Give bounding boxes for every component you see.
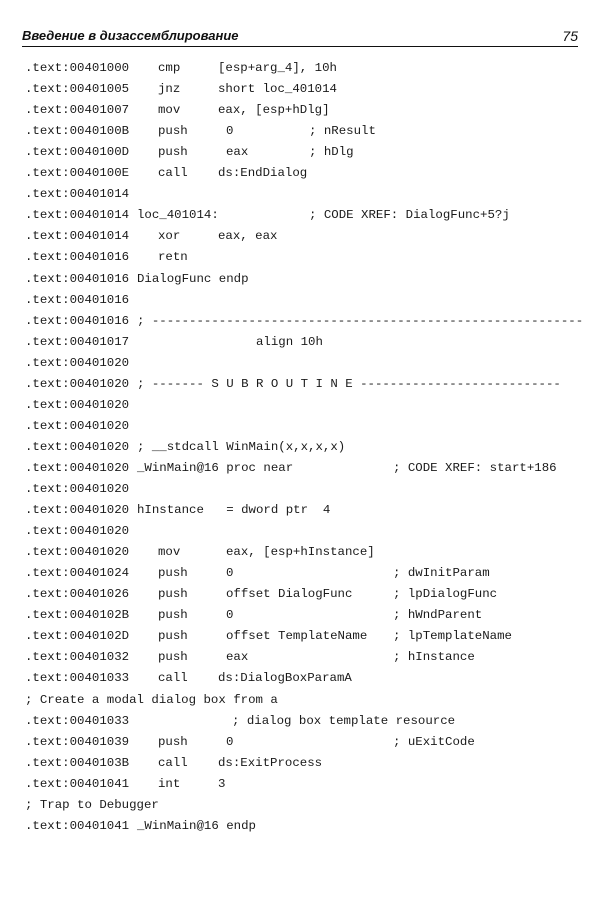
operands: short loc_401014 [218, 82, 337, 97]
code-line [0, 166, 600, 187]
code-line [0, 398, 600, 419]
directive: align 10h [256, 334, 323, 349]
comment: ; CODE XREF: DialogFunc+5?j [309, 208, 510, 223]
comment: ; hInstance [393, 650, 475, 665]
code-line [0, 461, 600, 482]
comment: ; CODE XREF: start+186 [393, 460, 557, 475]
operands: 0 [226, 608, 234, 623]
code-line [0, 671, 600, 692]
mnemonic: int [158, 776, 181, 791]
address: .text:0040100D [25, 145, 130, 160]
address: .text:00401032 [25, 650, 130, 665]
code-line [0, 356, 600, 377]
comment: ; dwInitParam [393, 566, 490, 581]
comment: ; uExitCode [393, 734, 475, 749]
comment: ; nResult [309, 124, 376, 139]
mnemonic: mov [158, 103, 181, 118]
operands: 3 [218, 776, 226, 791]
code-line [0, 798, 600, 819]
code-line [0, 208, 600, 229]
address: .text:00401014 [25, 229, 130, 244]
code-line [0, 314, 600, 335]
address: .text:00401020 [25, 545, 130, 560]
mnemonic: retn [158, 250, 188, 265]
comment-line: ; Create a modal dialog box from a [25, 692, 278, 707]
mnemonic: call [158, 671, 188, 686]
operands: eax [226, 145, 249, 160]
code-line [0, 61, 600, 82]
label: hInstance = dword ptr 4 [137, 503, 331, 518]
label: _WinMain@16 endp [137, 818, 256, 833]
operands: 0 [226, 124, 234, 139]
address: .text:00401033 [25, 671, 130, 686]
code-line [0, 524, 600, 545]
address: .text:00401014 [25, 208, 130, 223]
mnemonic: call [158, 166, 188, 181]
code-line [0, 335, 600, 356]
operands: offset TemplateName [226, 629, 368, 644]
address: .text:00401017 [25, 334, 130, 349]
operands: 0 [226, 566, 234, 581]
address: .text:00401041 [25, 776, 130, 791]
operands: eax, [esp+hDlg] [218, 103, 330, 118]
address: .text:00401020 [25, 376, 130, 391]
label: loc_401014: [137, 208, 219, 223]
code-line [0, 566, 600, 587]
mnemonic: push [158, 145, 188, 160]
mnemonic: push [158, 608, 188, 623]
operands: ds:EndDialog [218, 166, 308, 181]
label: ; __stdcall WinMain(x,x,x,x) [137, 439, 346, 454]
mnemonic: mov [158, 545, 181, 560]
mnemonic: xor [158, 229, 181, 244]
mnemonic: push [158, 124, 188, 139]
code-line [0, 419, 600, 440]
address: .text:00401041 [25, 818, 130, 833]
label: _WinMain@16 proc near [137, 460, 294, 475]
address: .text:00401007 [25, 103, 130, 118]
address: .text:00401033 [25, 713, 130, 728]
operands: eax, [esp+hInstance] [226, 545, 375, 560]
address: .text:00401000 [25, 61, 130, 75]
code-line [0, 608, 600, 629]
comment: ; hWndParent [393, 608, 483, 623]
address: .text:00401020 [25, 460, 130, 475]
code-line [0, 756, 600, 777]
address: .text:00401020 [25, 418, 130, 433]
address: .text:00401020 [25, 482, 130, 496]
operands: offset DialogFunc [226, 587, 353, 602]
label: DialogFunc endp [137, 271, 249, 286]
mnemonic: jnz [158, 82, 181, 97]
address: .text:00401016 [25, 313, 130, 328]
mnemonic: push [158, 734, 188, 749]
address: .text:00401005 [25, 82, 130, 97]
address: .text:00401024 [25, 566, 130, 581]
mnemonic: push [158, 650, 188, 665]
code-line [0, 82, 600, 103]
address: .text:00401020 [25, 503, 130, 518]
operands: eax, eax [218, 229, 278, 244]
address: .text:00401016 [25, 271, 130, 286]
label: ; ---------------------------------------------------------- [137, 313, 584, 328]
operands: eax [226, 650, 249, 665]
comment: ; hDlg [309, 145, 354, 160]
code-line [0, 250, 600, 271]
code-line [0, 735, 600, 756]
code-line [0, 440, 600, 461]
code-line [0, 587, 600, 608]
address: .text:00401026 [25, 587, 130, 602]
operands: 0 [226, 734, 234, 749]
address: .text:00401014 [25, 187, 130, 202]
address: .text:00401039 [25, 734, 130, 749]
code-line [0, 503, 600, 524]
code-line [0, 103, 600, 124]
address: .text:00401020 [25, 524, 130, 539]
code-line [0, 293, 600, 314]
address: .text:00401016 [25, 250, 130, 265]
operands: ds:ExitProcess [218, 755, 323, 770]
code-line [0, 145, 600, 166]
mnemonic: push [158, 587, 188, 602]
code-line [0, 650, 600, 671]
code-line [0, 629, 600, 650]
code-line [0, 187, 600, 208]
code-line [0, 545, 600, 566]
label: ; ------- S U B R O U T I N E --------------------------- [137, 376, 561, 391]
mnemonic: cmp [158, 61, 181, 75]
operands: ds:DialogBoxParamA [218, 671, 352, 686]
code-line [0, 777, 600, 798]
operands: [esp+arg_4], 10h [218, 61, 337, 75]
address: .text:00401016 [25, 292, 130, 307]
code-line [0, 714, 600, 735]
comment: ; lpDialogFunc [393, 587, 498, 602]
address: .text:00401020 [25, 439, 130, 454]
address: .text:0040102B [25, 608, 130, 623]
address: .text:0040102D [25, 629, 130, 644]
mnemonic: call [158, 755, 188, 770]
comment-line: ; Trap to Debugger [25, 797, 159, 812]
code-line [0, 819, 600, 840]
code-line [0, 482, 600, 503]
address: .text:0040103B [25, 755, 130, 770]
code-line [0, 377, 600, 398]
code-line [0, 124, 600, 145]
comment: ; lpTemplateName [393, 629, 512, 644]
directive: ; dialog box template resource [232, 713, 456, 728]
page-number: 75 [562, 28, 578, 44]
address: .text:00401020 [25, 397, 130, 412]
code-line [0, 693, 600, 714]
address: .text:00401020 [25, 355, 130, 370]
mnemonic: push [158, 629, 188, 644]
chapter-title: Введение в дизассемблирование [22, 28, 239, 43]
code-line [0, 272, 600, 293]
mnemonic: push [158, 566, 188, 581]
address: .text:0040100E [25, 166, 130, 181]
code-line [0, 229, 600, 250]
address: .text:0040100B [25, 124, 130, 139]
